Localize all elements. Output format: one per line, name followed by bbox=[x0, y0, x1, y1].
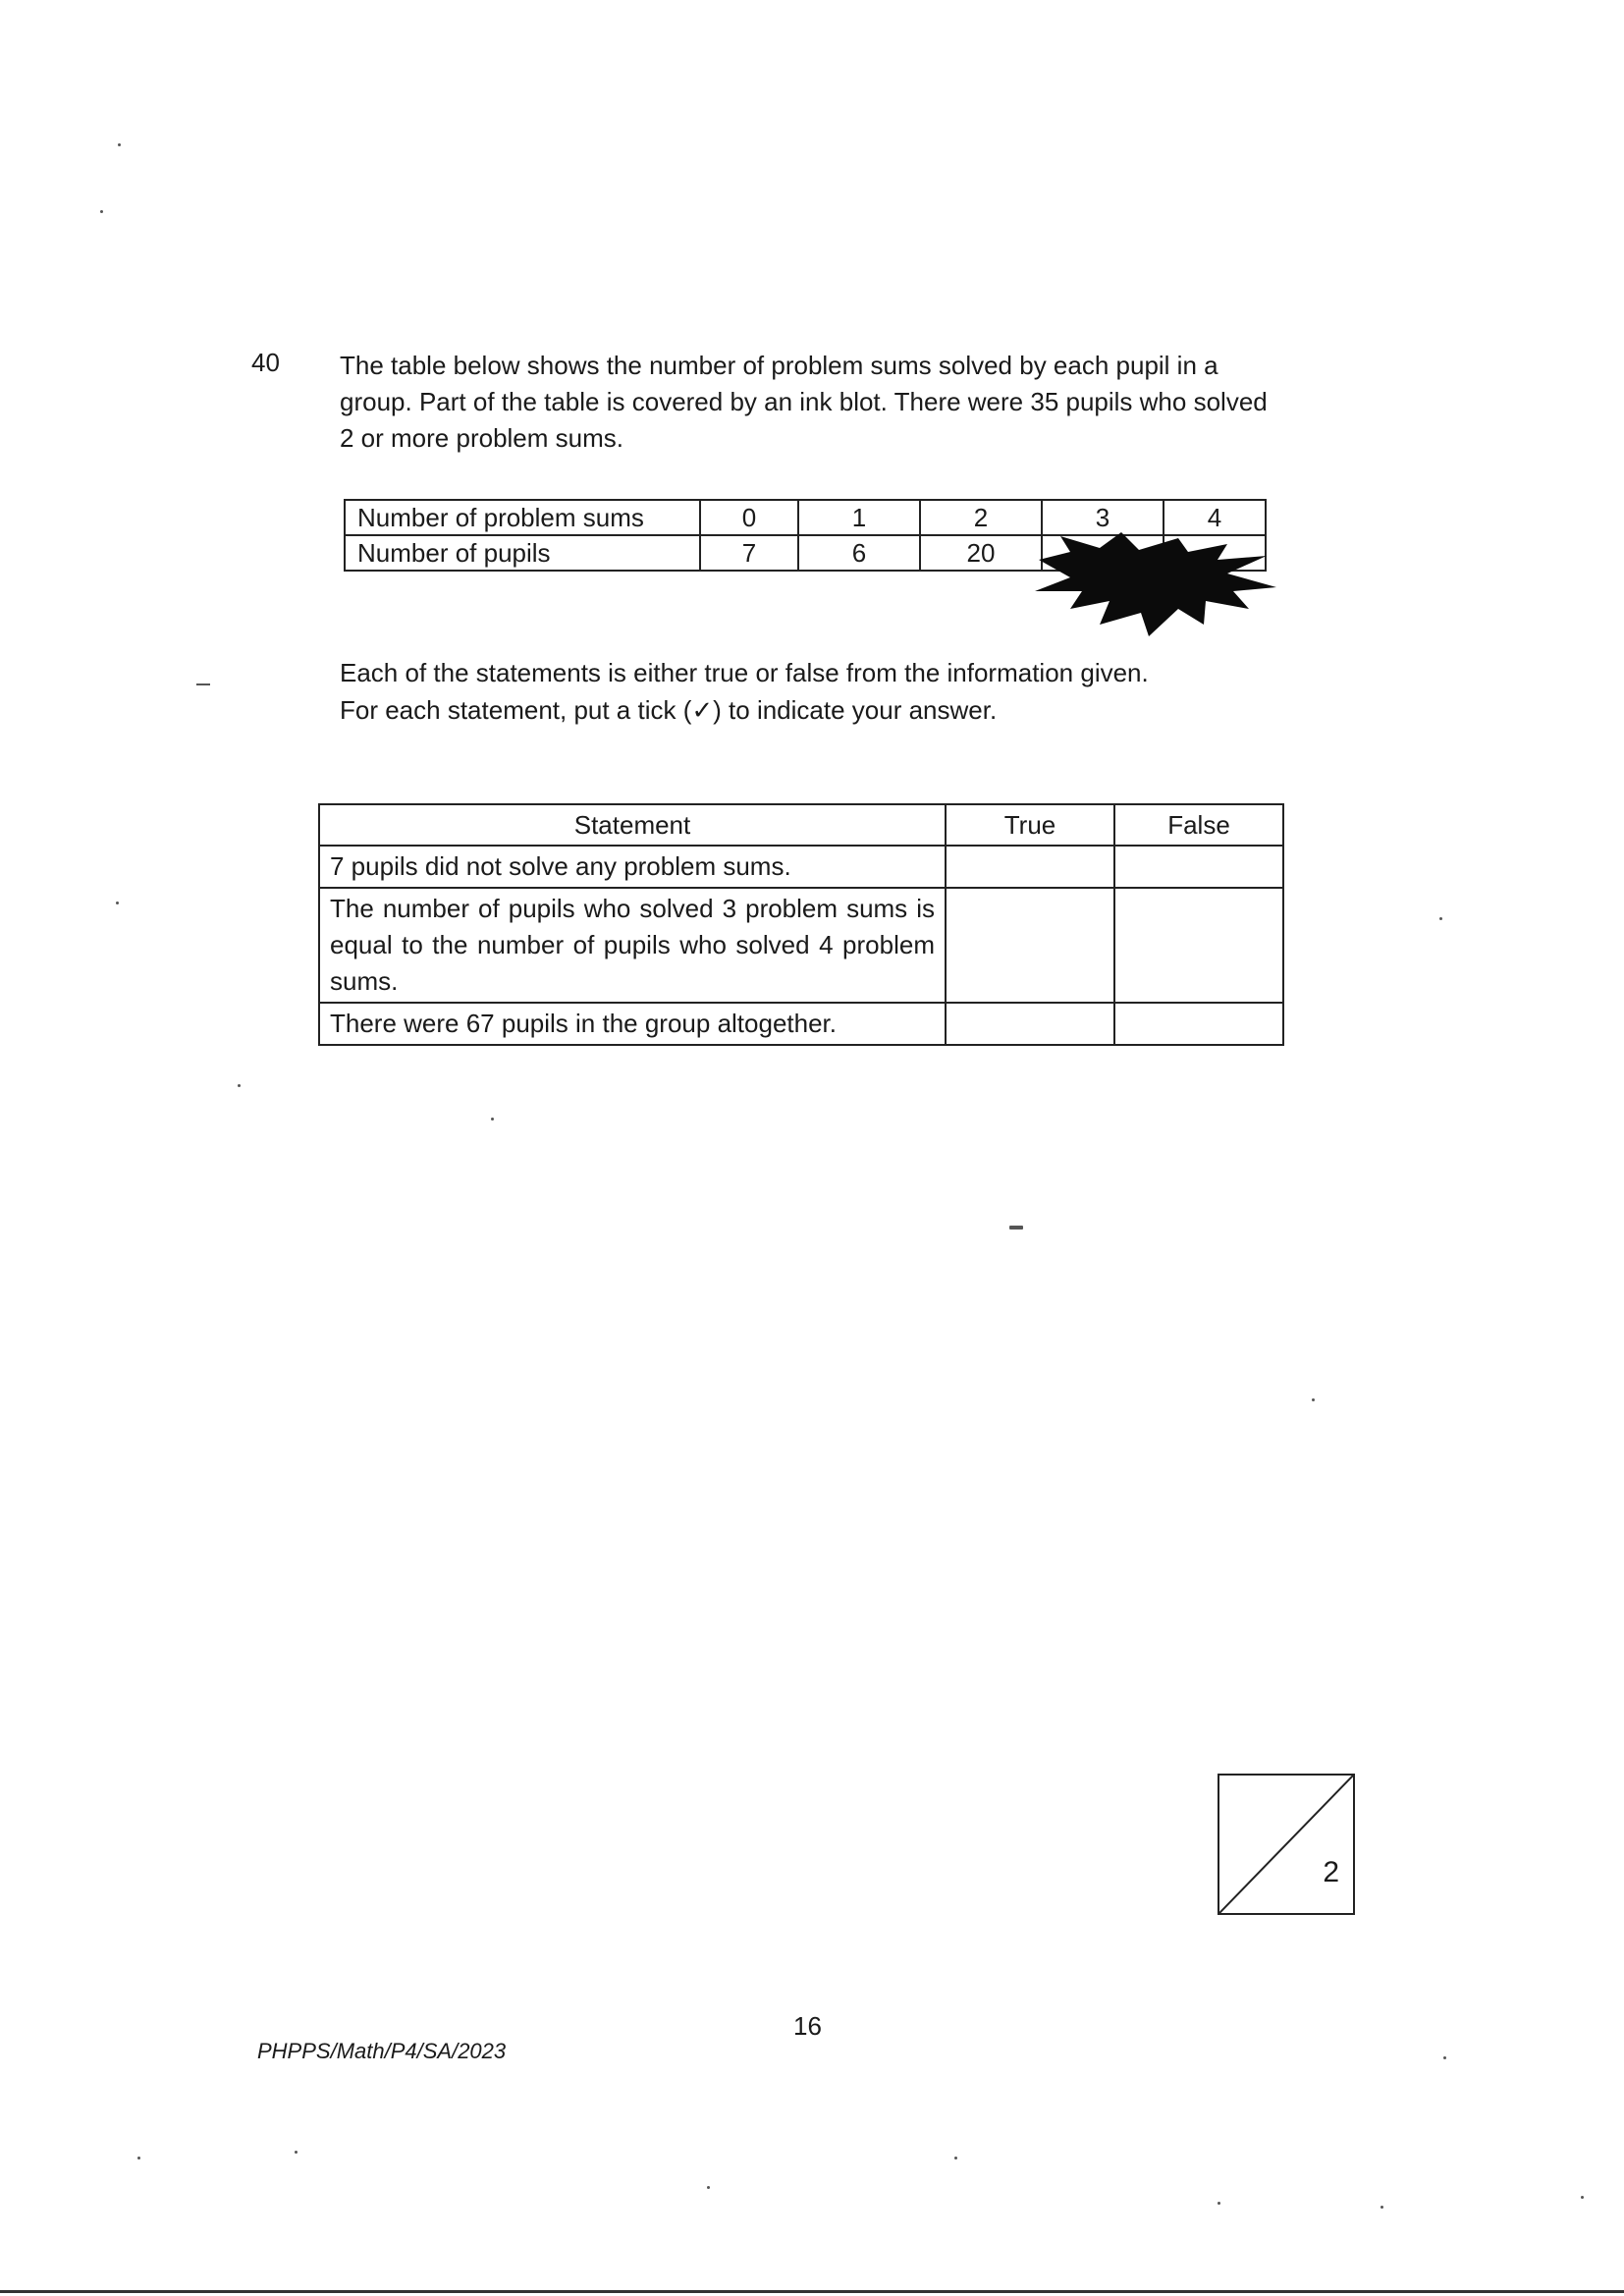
bottom-rule bbox=[0, 2290, 1624, 2293]
mark-value: 2 bbox=[1323, 1856, 1339, 1888]
header-true: True bbox=[946, 804, 1114, 846]
instruction-line: For each statement, put a tick (✓) to indicate your answer. bbox=[340, 695, 998, 725]
true-answer-cell[interactable] bbox=[946, 846, 1114, 888]
table-cell: 4 bbox=[1164, 500, 1266, 535]
question-text-line: The table below shows the number of problem sums solved by each pupil in a bbox=[340, 351, 1218, 380]
question-text-line: 2 or more problem sums. bbox=[340, 423, 623, 453]
table-cell: 7 bbox=[700, 535, 798, 571]
false-answer-cell[interactable] bbox=[1114, 1003, 1283, 1045]
table-cell: 0 bbox=[700, 500, 798, 535]
statement-table bbox=[318, 803, 1284, 1046]
statement-text: There were 67 pupils in the group altogether. bbox=[319, 1003, 946, 1045]
false-answer-cell[interactable] bbox=[1114, 888, 1283, 1003]
question-text bbox=[340, 348, 1351, 457]
table-cell: 6 bbox=[798, 535, 920, 571]
table-cell: 3 bbox=[1042, 500, 1164, 535]
question-number: 40 bbox=[251, 348, 280, 377]
header-false: False bbox=[1114, 804, 1283, 846]
true-answer-cell[interactable] bbox=[946, 888, 1114, 1003]
header-statement: Statement bbox=[319, 804, 946, 846]
table-row bbox=[319, 1003, 1283, 1045]
table-header-row bbox=[319, 804, 1283, 846]
page-number: 16 bbox=[793, 2011, 822, 2041]
row-label: Number of problem sums bbox=[345, 500, 700, 535]
table-cell: 20 bbox=[920, 535, 1042, 571]
question-text-line: group. Part of the table is covered by an ink blot. There were 35 pupils who solved bbox=[340, 387, 1268, 416]
true-answer-cell[interactable] bbox=[946, 1003, 1114, 1045]
false-answer-cell[interactable] bbox=[1114, 846, 1283, 888]
table-row bbox=[319, 888, 1283, 1003]
footer-code: PHPPS/Math/P4/SA/2023 bbox=[257, 2039, 507, 2063]
mark-box bbox=[1218, 1774, 1355, 1915]
instruction-line: Each of the statements is either true or false from the information given. bbox=[340, 658, 1149, 687]
row-label: Number of pupils bbox=[345, 535, 700, 571]
mark-box-diagonal bbox=[1219, 1776, 1353, 1913]
table-row bbox=[319, 846, 1283, 888]
table-cell: 1 bbox=[798, 500, 920, 535]
table-cell: 2 bbox=[920, 500, 1042, 535]
ink-blot bbox=[1031, 530, 1276, 638]
statement-text: 7 pupils did not solve any problem sums. bbox=[319, 846, 946, 888]
instructions bbox=[340, 654, 1149, 729]
statement-text: The number of pupils who solved 3 problem sums is equal to the number of pupils who solved 4 problem sums. bbox=[319, 888, 946, 1003]
